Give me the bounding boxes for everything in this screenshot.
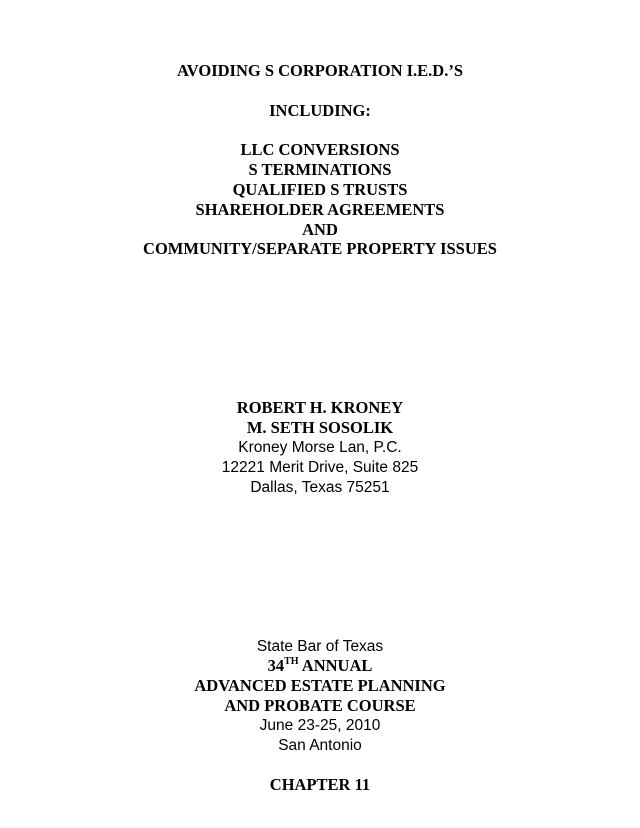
firm-address: 12221 Merit Drive, Suite 825 <box>221 459 419 476</box>
chapter-number: CHAPTER 11 <box>269 775 371 794</box>
event-edition <box>0 656 640 676</box>
edition-suffix: TH <box>284 655 299 667</box>
including-heading: INCLUDING: <box>269 101 371 120</box>
author-robert-kroney: ROBERT H. KRONEY <box>236 398 404 417</box>
edition-number: 34 <box>267 656 285 675</box>
topic-llc-conversions: LLC CONVERSIONS <box>240 140 400 159</box>
document-title: AVOIDING S CORPORATION I.E.D.’S <box>176 61 464 80</box>
topic-qualified-s-trusts: QUALIFIED S TRUSTS <box>232 180 408 199</box>
firm-city: Dallas, Texas 75251 <box>250 479 390 496</box>
topic-shareholder-agreements: SHAREHOLDER AGREEMENTS <box>195 200 445 219</box>
course-line-2: AND PROBATE COURSE <box>224 696 416 715</box>
event-dates: June 23-25, 2010 <box>259 717 381 734</box>
firm-name: Kroney Morse Lan, P.C. <box>238 439 402 456</box>
author-seth-sosolik: M. SETH SOSOLIK <box>246 418 394 437</box>
event-organizer: State Bar of Texas <box>256 638 384 655</box>
topic-s-terminations: S TERMINATIONS <box>248 160 392 179</box>
event-location: San Antonio <box>278 737 362 754</box>
topic-and: AND <box>302 220 338 239</box>
topic-community-separate-property: COMMUNITY/SEPARATE PROPERTY ISSUES <box>143 239 497 258</box>
course-line-1: ADVANCED ESTATE PLANNING <box>194 676 446 695</box>
edition-word: ANNUAL <box>301 656 373 675</box>
